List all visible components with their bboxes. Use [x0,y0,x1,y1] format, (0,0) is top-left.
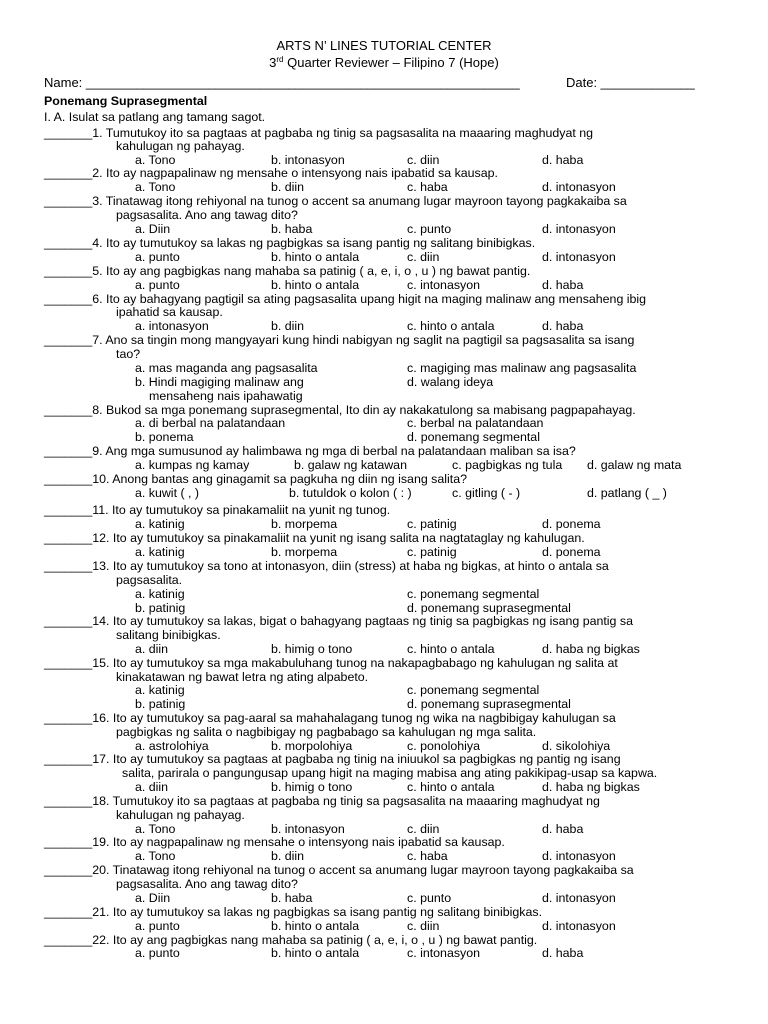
option: b. diin [271,180,305,194]
option: c. magiging mas malinaw ang pagsasalita [407,361,637,375]
option: a. punto [135,278,180,292]
question-continuation: tao? [116,347,141,361]
question-continuation: ipahatid sa kausap. [116,305,223,319]
option: a. Tono [135,849,176,863]
question-continuation: salitang binibigkas. [116,628,221,642]
option: d. intonasyon [542,222,616,236]
question-text: _______21. Ito ay tumutukoy sa lakas ng pagbigkas sa isang pantig ng salitang binibigkas. [44,905,543,919]
question-text: _______7. Ano sa tingin mong mangyayari kung hindi nabigyan ng saglit na pagtigil sa pagsasalita sa isang [44,333,635,347]
question-text: _______8. Bukod sa mga ponemang suprasegmental, Ito din ay nakakatulong sa mabisang pagpapahayag. [44,403,636,417]
option: b. intonasyon [271,153,345,167]
option: c. pagbigkas ng tula [452,458,563,472]
option-continuation: mensaheng nais ipahawatig [149,389,303,403]
option: c. patinig [407,545,457,559]
option: b. hinto o antala [271,919,360,933]
question-text: _______6. Ito ay bahagyang pagtigil sa ating pagsasalita upang higit na maging malinaw ang mensaheng ibig [44,292,647,306]
question-continuation: pagbigkas ng salita o nagbibigay ng pagbabago sa kahulugan ng mga salita. [116,725,537,739]
question-text: _______4. Ito ay tumutukoy sa lakas ng pagbigkas sa isang pantig ng salitang binibigkas. [44,236,536,250]
option: d. ponemang segmental [407,430,540,444]
section-title: Ponemang Suprasegmental [44,94,208,108]
option: a. katinig [135,545,185,559]
option: c. diin [407,919,440,933]
option: a. katinig [135,587,185,601]
option: a. Tono [135,822,176,836]
option: c. berbal na palatandaan [407,416,544,430]
option: c. intonasyon [407,278,481,292]
option: c. punto [407,222,452,236]
option: c. haba [407,849,448,863]
option: a. Diin [135,222,171,236]
question-text: _______19. Ito ay nagpapalinaw ng mensahe o intensyong nais ipabatid sa kausap. [44,835,505,849]
question-continuation: kahulugan ng pahayag. [116,139,245,153]
quarter-title-rest: Quarter Reviewer – Filipino 7 (Hope) [283,55,499,70]
center-name: ARTS N’ LINES TUTORIAL CENTER [276,38,492,53]
option: d. intonasyon [542,891,616,905]
option: b. ponema [135,430,194,444]
option: c. ponemang segmental [407,587,540,601]
question-text: _______2. Ito ay nagpapalinaw ng mensahe o intensyong nais ipabatid sa kausap. [44,166,498,180]
option: b. patinig [135,697,186,711]
question-text: _______10. Anong bantas ang ginagamit sa pagkuha ng diin ng isang salita? [44,472,467,486]
option: b. diin [271,319,305,333]
option: c. haba [407,180,448,194]
option: d. haba ng bigkas [542,642,640,656]
option: b. haba [271,222,313,236]
option: a. Tono [135,153,176,167]
option: d. galaw ng mata [587,458,682,472]
option: d. haba [542,822,584,836]
option: d. haba [542,946,584,960]
name-field[interactable]: Name: ____________________________________________________________ [44,75,520,90]
question-text: _______15. Ito ay tumutukoy sa mga makabuluhang tunog na nakapagbabago ng kahulugan ng salita at [44,656,618,670]
option: b. patinig [135,601,186,615]
option: d. haba [542,278,584,292]
option: b. hinto o antala [271,946,360,960]
option: d. haba [542,319,584,333]
question-text: _______18. Tumutukoy ito sa pagtaas at pagbaba ng tinig sa pagsasalita na maaaring maghudyat ng [44,794,600,808]
option: c. ponemang segmental [407,683,540,697]
option: b. Hindi magiging malinaw ang [135,375,304,389]
option: b. hinto o antala [271,250,360,264]
question-text: _______11. Ito ay tumutukoy sa pinakamaliit na yunit ng tunog. [44,503,391,517]
option: a. punto [135,919,180,933]
question-text: _______3. Tinatawag itong rehiyonal na tunog o accent sa anumang lugar mayroon tayong pagkakaiba sa [44,194,627,208]
option: a. katinig [135,683,185,697]
option: c. hinto o antala [407,319,495,333]
option: a. punto [135,250,180,264]
question-continuation: pagsasalita. Ano ang tawag dito? [116,208,298,222]
option: b. himig o tono [271,642,353,656]
option: b. diin [271,849,305,863]
question-text: _______20. Tinatawag itong rehiyonal na tunog o accent sa anumang lugar mayroon tayong pagkakaiba sa [44,863,634,877]
quarter-number: 3 [269,55,277,70]
option: a. di berbal na palatandaan [135,416,286,430]
quarter-suffix: rd [276,55,284,64]
option: d. ponemang suprasegmental [407,601,571,615]
option: c. diin [407,822,440,836]
option: c. punto [407,891,452,905]
question-continuation: pagsasalita. [116,573,183,587]
option: c. diin [407,153,440,167]
question-text: _______16. Ito ay tumutukoy sa pag-aaral sa mahahalagang tunog ng wika na nagbibigay kahulugan sa [44,711,616,725]
question-text: _______1. Tumutukoy ito sa pagtaas at pagbaba ng tinig sa pagsasalita na maaaring maghudyat ng [44,126,594,140]
option: d. ponema [542,517,601,531]
option: d. haba [542,153,584,167]
option: b. intonasyon [271,822,345,836]
option: b. morpolohiya [271,739,353,753]
option: b. tutuldok o kolon ( : ) [289,486,412,500]
option: a. intonasyon [135,319,209,333]
option: a. diin [135,642,169,656]
question-text: _______13. Ito ay tumutukoy sa tono at intonasyon, diin (stress) at haba ng bigkas, at hinto o antala sa [44,559,609,573]
question-text: _______14. Ito ay tumutukoy sa lakas, bigat o bahagyang pagtaas ng tinig sa pagbigkas ng isang pantig sa [44,614,633,628]
option: b. haba [271,891,313,905]
question-continuation: pagsasalita. Ano ang tawag dito? [116,877,298,891]
option: a. punto [135,946,180,960]
option: a. astrolohiya [135,739,209,753]
option: c. intonasyon [407,946,481,960]
instruction: I. A. Isulat sa patlang ang tamang sagot. [44,110,266,124]
option: b. hinto o antala [271,278,360,292]
option: d. haba ng bigkas [542,780,640,794]
question-text: _______12. Ito ay tumutukoy sa pinakamaliit na yunit ng isang salita na nagtataglay ng kahulugan. [44,531,585,545]
option: d. intonasyon [542,919,616,933]
question-continuation: kinakatawan ng bawat letra ng ating alpabeto. [116,670,369,684]
question-continuation: kahulugan ng pahayag. [116,808,245,822]
option: a. Diin [135,891,171,905]
question-text: _______5. Ito ay ang pagbigkas nang mahaba sa patinig ( a, e, i, o , u ) ng bawat pantig. [44,264,531,278]
question-text: _______22. Ito ay ang pagbigkas nang mahaba sa patinig ( a, e, i, o , u ) ng bawat pantig. [44,933,538,947]
option: b. morpema [271,517,338,531]
question-continuation: salita, parirala o pangungusap upang higit na maging mabisa ang ating pakikipag-usap sa kapwa. [122,766,658,780]
option: c. hinto o antala [407,780,495,794]
option: c. ponolohiya [407,739,481,753]
option: a. Tono [135,180,176,194]
option: a. katinig [135,517,185,531]
option: d. ponema [542,545,601,559]
quarter-title [0,55,768,70]
option: c. patinig [407,517,457,531]
option: d. intonasyon [542,180,616,194]
option: d. walang ideya [407,375,494,389]
option: b. galaw ng katawan [294,458,407,472]
question-text: _______17. Ito ay tumutukoy sa pagtaas at pagbaba ng tinig na iniuukol sa pagbigkas ng pantig ng isang [44,752,621,766]
option: b. morpema [271,545,338,559]
option: a. kuwit ( , ) [135,486,200,500]
option: a. kumpas ng kamay [135,458,250,472]
option: a. diin [135,780,169,794]
option: c. hinto o antala [407,642,495,656]
option: b. himig o tono [271,780,353,794]
option: d. intonasyon [542,849,616,863]
question-text: _______9. Ang mga sumusunod ay halimbawa ng mga di berbal na palatandaan maliban sa isa? [44,444,576,458]
date-field[interactable]: Date: _____________ [566,75,695,90]
option: d. patlang ( _ ) [587,486,667,500]
option: d. intonasyon [542,250,616,264]
option: c. gitling ( - ) [452,486,521,500]
option: a. mas maganda ang pagsasalita [135,361,318,375]
option: c. diin [407,250,440,264]
option: d. ponemang suprasegmental [407,697,571,711]
option: d. sikolohiya [542,739,611,753]
